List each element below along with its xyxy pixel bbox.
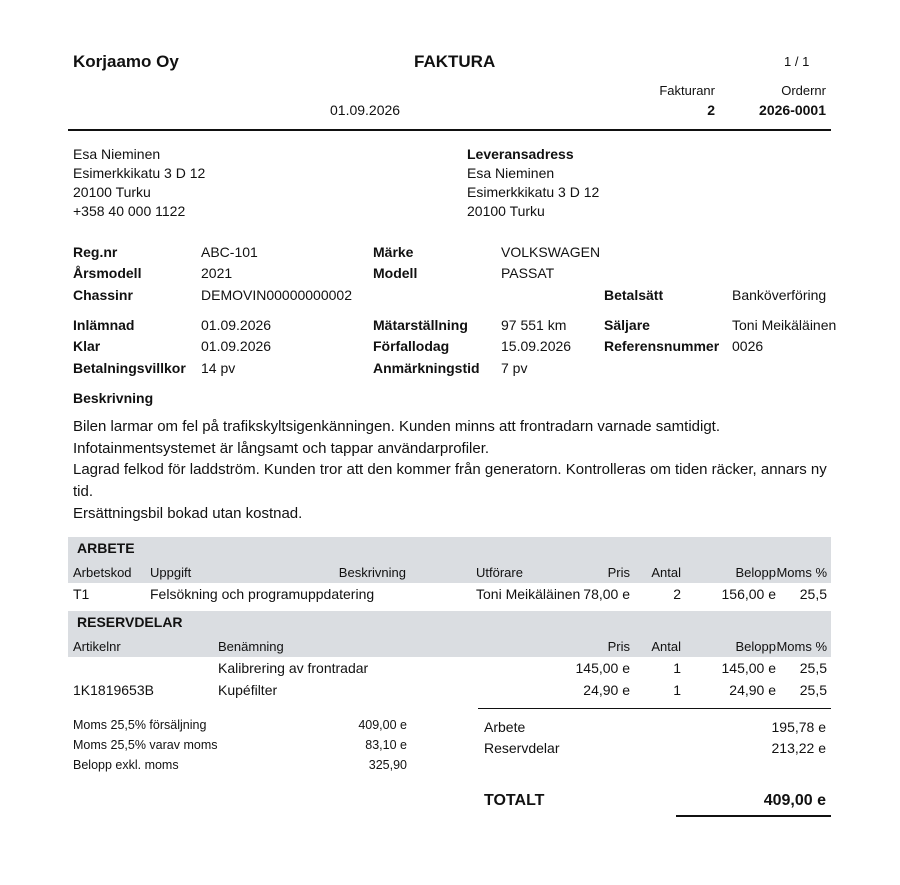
reference-label: Referensnummer: [604, 338, 720, 354]
delivery-name: Esa Nieminen: [467, 165, 555, 181]
invoice-number-label: Fakturanr: [659, 83, 715, 98]
labor-col-code: Arbetskod: [73, 565, 132, 580]
reg-value: ABC-101: [201, 244, 258, 260]
parts-col-name: Benämning: [218, 639, 284, 654]
vat-sales-label: Moms 25,5% försäljning: [73, 718, 207, 732]
brand-value: VOLKSWAGEN: [501, 244, 601, 260]
part-article: 1K1819653B: [73, 682, 154, 698]
model-label: Modell: [373, 265, 418, 281]
net-amount-value: 325,90: [368, 758, 407, 772]
part-vat: 25,5: [799, 660, 827, 676]
payment-label: Betalsätt: [604, 287, 664, 303]
vat-amount-label: Moms 25,5% varav moms: [73, 738, 218, 752]
seller-value: Toni Meikäläinen: [732, 317, 837, 333]
labor-col-description: Beskrivning: [338, 565, 406, 580]
labor-amount: 156,00 e: [721, 586, 776, 602]
grand-total-underline: [676, 815, 831, 817]
remark-label: Anmärkningstid: [373, 360, 480, 376]
description-line: Lagrad felkod för laddström. Kunden tror att den kommer från generatorn. Kontrolleras om tiden räcker, annars ny: [73, 461, 827, 478]
seller-label: Säljare: [604, 317, 650, 333]
payment-value: Banköverföring: [732, 287, 827, 303]
description-line: tid.: [73, 483, 94, 500]
labor-section-title: ARBETE: [77, 540, 135, 556]
reg-label: Reg.nr: [73, 244, 118, 260]
part-price: 24,90 e: [583, 682, 630, 698]
vat-sales-value: 409,00 e: [358, 718, 407, 732]
part-amount: 145,00 e: [721, 660, 776, 676]
parts-col-price: Pris: [607, 639, 630, 654]
mileage-value: 97 551 km: [501, 317, 567, 333]
labor-performer: Toni Meikäläinen: [476, 586, 581, 602]
parts-col-quantity: Antal: [651, 639, 681, 654]
parts-total-label: Reservdelar: [484, 740, 560, 756]
order-number: 2026-0001: [759, 102, 826, 118]
delivery-city: 20100 Turku: [467, 203, 545, 219]
parts-section-title: RESERVDELAR: [77, 614, 183, 630]
company-name: Korjaamo Oy: [73, 52, 179, 71]
labor-vat: 25,5: [799, 586, 827, 602]
labor-total-label: Arbete: [484, 719, 526, 735]
vat-amount-value: 83,10 e: [365, 738, 407, 752]
labor-code: T1: [73, 586, 90, 602]
received-label: Inlämnad: [73, 317, 135, 333]
description-line: Infotainmentsystemet är långsamt och tappar användarprofiler.: [73, 440, 490, 457]
chassis-value: DEMOVIN00000000002: [201, 287, 352, 303]
order-number-label: Ordernr: [781, 83, 826, 98]
reference-value: 0026: [732, 338, 764, 354]
parts-col-article: Artikelnr: [73, 639, 121, 654]
due-date-label: Förfallodag: [373, 338, 450, 354]
page-number: 1 / 1: [784, 54, 810, 69]
part-vat: 25,5: [799, 682, 827, 698]
year-label: Årsmodell: [73, 265, 142, 281]
part-name: Kupéfilter: [218, 682, 278, 698]
parts-col-amount: Belopp: [735, 639, 776, 654]
year-value: 2021: [201, 265, 233, 281]
labor-col-amount: Belopp: [735, 565, 776, 580]
labor-col-task: Uppgift: [150, 565, 192, 580]
labor-task: Felsökning och programuppdatering: [150, 586, 375, 602]
terms-value: 14 pv: [201, 360, 236, 376]
part-amount: 24,90 e: [729, 682, 776, 698]
part-name: Kalibrering av frontradar: [218, 660, 369, 676]
labor-quantity: 2: [673, 586, 681, 602]
customer-city: 20100 Turku: [73, 184, 151, 200]
labor-col-performer: Utförare: [476, 565, 523, 580]
brand-label: Märke: [373, 244, 414, 260]
grand-total-label: TOTALT: [484, 792, 545, 809]
part-quantity: 1: [673, 660, 681, 676]
labor-price: 78,00 e: [583, 586, 630, 602]
ready-label: Klar: [73, 338, 101, 354]
received-value: 01.09.2026: [201, 317, 272, 333]
net-amount-label: Belopp exkl. moms: [73, 758, 179, 772]
delivery-street: Esimerkkikatu 3 D 12: [467, 184, 600, 200]
delivery-label: Leveransadress: [467, 146, 574, 162]
parts-col-vat: Moms %: [776, 639, 827, 654]
customer-street: Esimerkkikatu 3 D 12: [73, 165, 206, 181]
labor-col-vat: Moms %: [776, 565, 827, 580]
customer-name: Esa Nieminen: [73, 146, 161, 162]
mileage-label: Mätarställning: [373, 317, 468, 333]
customer-phone: +358 40 000 1122: [73, 203, 186, 219]
description-line: Bilen larmar om fel på trafikskyltsigenkänningen. Kunden minns att frontradarn varnade samtidigt.: [73, 418, 720, 435]
part-quantity: 1: [673, 682, 681, 698]
header-divider: [68, 129, 831, 131]
labor-col-quantity: Antal: [651, 565, 681, 580]
ready-value: 01.09.2026: [201, 338, 272, 354]
due-date-value: 15.09.2026: [501, 338, 572, 354]
parts-total-value: 213,22 e: [771, 740, 826, 756]
totals-divider: [478, 708, 831, 709]
description-line: Ersättningsbil bokad utan kostnad.: [73, 505, 303, 522]
document-title: FAKTURA: [414, 52, 496, 71]
labor-col-price: Pris: [607, 565, 630, 580]
grand-total-value: 409,00 e: [763, 792, 826, 809]
labor-total-value: 195,78 e: [771, 719, 826, 735]
part-price: 145,00 e: [575, 660, 630, 676]
invoice-number: 2: [707, 102, 715, 118]
remark-value: 7 pv: [501, 360, 528, 376]
terms-label: Betalningsvillkor: [73, 360, 186, 376]
invoice-date: 01.09.2026: [330, 102, 401, 118]
description-label: Beskrivning: [73, 390, 154, 406]
chassis-label: Chassinr: [73, 287, 133, 303]
model-value: PASSAT: [501, 265, 555, 281]
